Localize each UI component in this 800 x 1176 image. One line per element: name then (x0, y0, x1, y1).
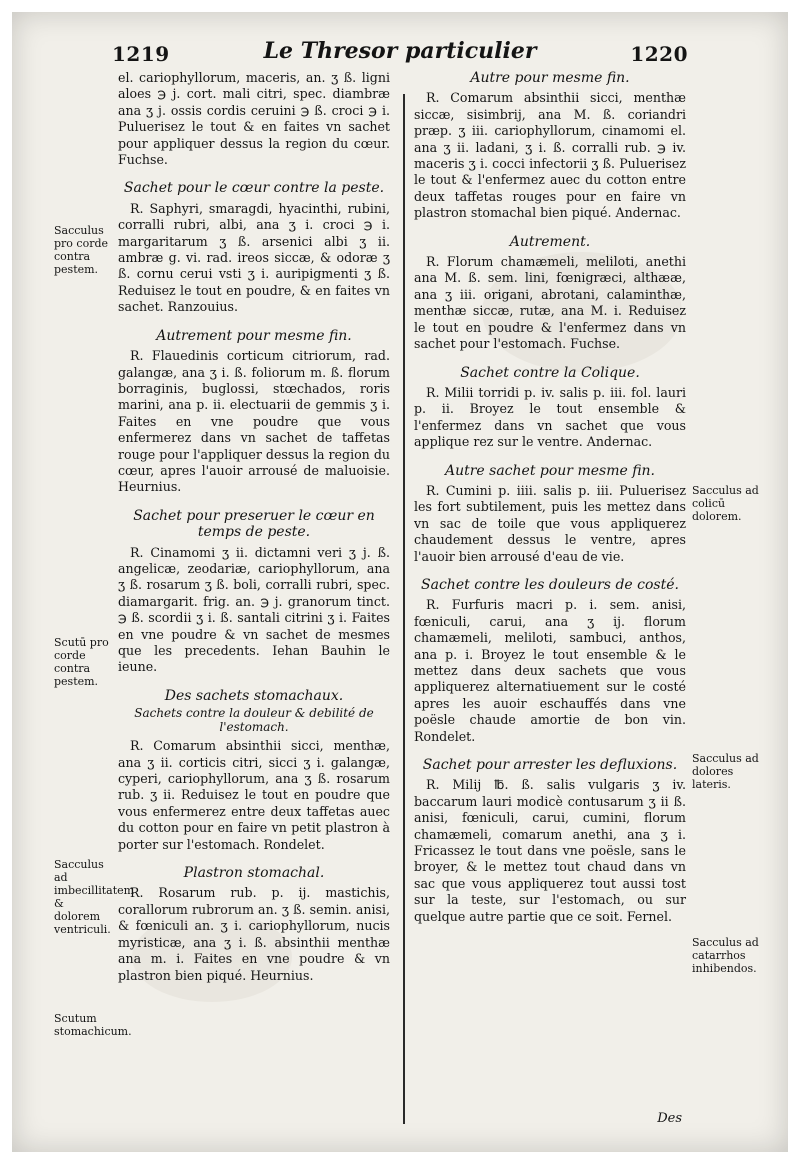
section-text: R. Rosarum rub. p. ij. mastichis, corallorum rubrorum an. ʒ ß. semin. anisi, & fœniculi an. ʒ i. cariophyllorum, nucis myristicæ, ana ʒ i. ß. absinthii menthæ ana m. i. Faites en vne poudre & vn plastron bien piqué. Heurnius. (118, 885, 390, 983)
margin-note-left-3: Sacculus ad imbecillitatem & dolorem ventriculi. (54, 858, 135, 936)
margin-note-left-4: Scutum stomachicum. (54, 1012, 132, 1038)
running-title: Le Thresor particulier (263, 38, 537, 64)
margin-note-right-1: Sacculus ad colicū dolorem. (692, 484, 759, 523)
section-heading: Plastron stomachal. (183, 865, 325, 882)
section-text: R. Comarum absinthii sicci, menthæ, ana ʒ ii. corticis citri, sicci ʒ i. galangæ, cyperi, cariophyllorum, ana ʒ ß. rosarum rub. ʒ ii. Reduisez le tout en poudre que vous enfermerez entre deux taffetas auec du cotton pour en faire vn petit plastron à porter sur l'estomach. Rondelet. (118, 738, 390, 852)
margin-note-right-2: Sacculus ad dolores lateris. (692, 752, 759, 791)
section-heading: Sachet pour le cœur contre la peste. (123, 180, 385, 197)
section-text: R. Flauedinis corticum citriorum, rad. galangæ, ana ʒ i. ß. foliorum m. ß. florum borraginis, buglossi, stœchados, roris marini, ana p. ii. electuarii de gemmis ʒ i. Faites en vne poudre que vous enfermerez dans vn sachet de taffetas rouge pour l'appliquer dessus la region du cœur, apres l'auoir arrousé de maluoisie. Heurnius. (118, 348, 390, 495)
section-text: R. Cinamomi ʒ ii. dictamni veri ʒ j. ß. angelicæ, zeodariæ, cariophyllorum, ana ʒ ß. rosarum ʒ ß. boli, corralli rubri, spec. diamargarit. frig. an. ℈ j. granorum tinct. ℈ ß. scordii ʒ i. ß. santali citrini ʒ i. Faites en vne poudre & vn sachet de mesmes que les precedents. Iehan Bauhin le ieune. (118, 544, 390, 675)
section-text: R. Saphyri, smaragdi, hyacinthi, rubini, corralli rubri, albi, ana ʒ i. croci ℈ i. margaritarum ʒ ß. arsenici albi ʒ ii. ambræ g. vi. rad. ireos siccæ, & odoræ ʒ ß. cornu cerui vsti ʒ i. auripigmenti ʒ ß. Reduisez le tout en poudre, & en faites vn sachet. Ranzouius. (118, 200, 390, 315)
section-text: R. Milii torridi p. iv. salis p. iii. fol. lauri p. ii. Broyez le tout ensemble & l'enfermez dans vn sachet que vous applique rez sur le ventre. Andernac. (414, 384, 686, 450)
section-heading: Des sachets stomachaux. (164, 687, 344, 704)
section-heading: Sachet pour arrester les defluxions. (422, 757, 678, 774)
margin-note-left-1: Sacculus pro corde contra pestem. (54, 224, 109, 276)
section-heading: Autre pour mesme fin. (470, 70, 630, 86)
margin-note-left-2: Scutū pro corde contra pestem. (54, 636, 109, 688)
section-heading: Sachet contre les douleurs de costé. (421, 576, 679, 593)
section-heading: Autre sachet pour mesme fin. (444, 462, 656, 479)
section-heading: Sachet contre la Colique. (460, 364, 640, 381)
book-page (12, 12, 788, 1152)
section-text: R. Milij ℔. ß. salis vulgaris ʒ iv. baccarum lauri modicè contusarum ʒ ii ß. anisi, fœniculi, carui, cumini, florum chamæmeli, comarum anethi, ana ʒ i. Fricassez le tout dans vne poësle, sans le broyer, & le mettez tout chaud dans vn sac que vous appliquerez tout aussi tost sur la teste, sur l'estomach, ou sur quelque autre partie que ce soit. Fernel. (414, 777, 686, 924)
section-subheading: Sachets contre la douleur & debilité de l'estomach. (134, 706, 374, 735)
intro-paragraph: el. cariophyllorum, maceris, an. ʒ ß. ligni aloes ℈ j. cort. mali citri, spec. diambræ ana ʒ j. ossis cordis ceruini ℈ ß. croci ℈ i. Puluerisez le tout & en faites vn sachet pour appliquer dessus la region du cœur. Fuchse. (118, 70, 390, 168)
section-heading: Sachet pour preseruer le cœur en temps de peste. (133, 507, 375, 541)
margin-note-right-3: Sacculus ad catarrhos inhibendos. (692, 936, 759, 975)
catchword: Des (657, 1111, 682, 1126)
page-number-right: 1220 (630, 42, 688, 66)
section-heading: Autrement. (509, 233, 591, 250)
page-number-left: 1219 (112, 42, 170, 66)
left-column (118, 70, 390, 984)
right-column (414, 70, 686, 925)
section-heading: Autrement pour mesme fin. (156, 327, 352, 344)
column-divider (403, 94, 405, 1124)
section-text: R. Furfuris macri p. i. sem. anisi, fœniculi, carui, ana ʒ ij. florum chamæmeli, meliloti, sambuci, anthos, ana p. i. Broyez le tout ensemble & le mettez dans deux sachets que vous appliquerez alternatiuement sur le costé apres les auoir eschauffés dans vne poësle chaude amortie de bon vin. Rondelet. (414, 597, 686, 744)
section-text: R. Florum chamæmeli, meliloti, anethi ana M. ß. sem. lini, fœnigræci, althææ, ana ʒ iii. origani, abrotani, calaminthæ, menthæ siccæ, rutæ, ana M. i. Reduisez le tout en poudre & l'enfermez dans vn sachet pour l'estomach. Fuchse. (414, 254, 686, 352)
section-text: R. Cumini p. iiii. salis p. iii. Puluerisez les fort subtilement, puis les mettez dans vn sac de toile que vous appliquerez chaudement dessus le ventre, apres l'auoir bien arrousé d'eau de vie. (414, 482, 686, 564)
section-text: R. Comarum absinthii sicci, menthæ siccæ, sisimbrij, ana M. ß. coriandri præp. ʒ iii. cariophyllorum, cinamomi el. ana ʒ ii. ladani, ʒ i. ß. corralli rub. ℈ iv. maceris ʒ i. cocci infectorii ʒ ß. Puluerisez le tout & l'enfermez auec du cotton entre deux taffetas rouges pour en faire vn plastron stomachal bien piqué. Andernac. (414, 90, 686, 221)
